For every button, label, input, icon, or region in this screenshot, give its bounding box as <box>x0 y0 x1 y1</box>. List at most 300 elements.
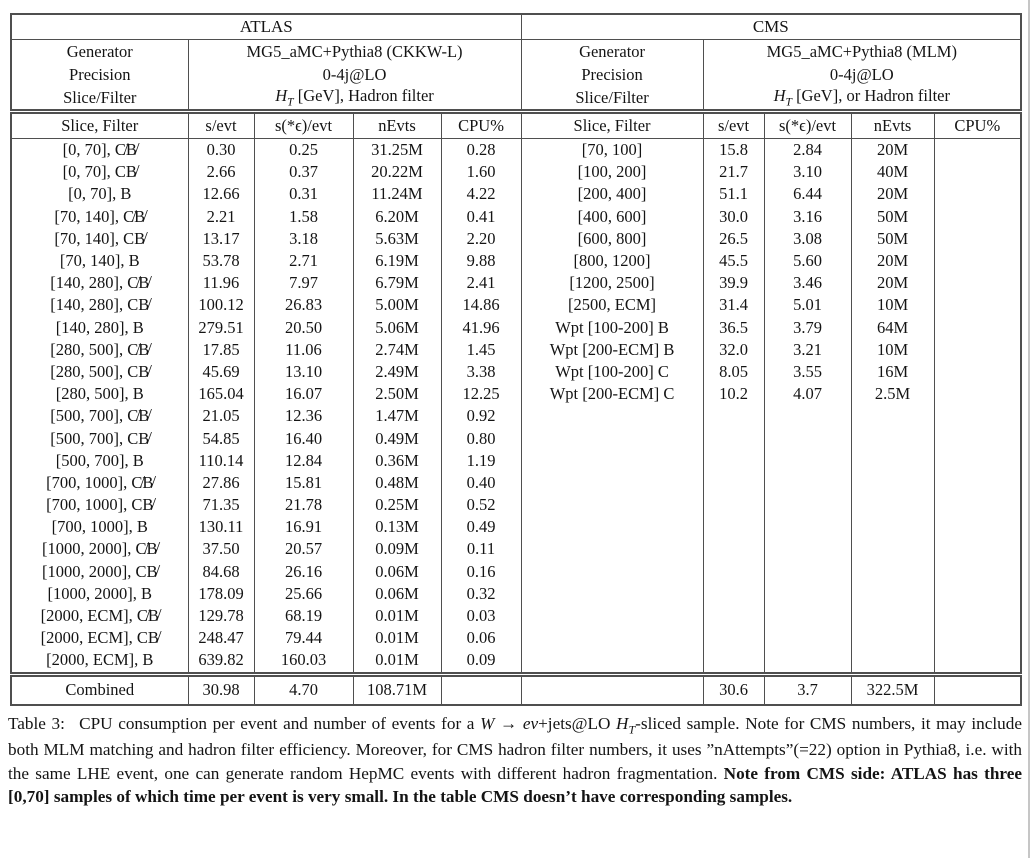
value-cell: 0.16 <box>441 561 521 583</box>
slice-filter-cell: [700, 1000], CB̸ <box>11 494 188 516</box>
value-cell: 3.55 <box>764 361 851 383</box>
value-cell: 0.92 <box>441 405 521 427</box>
value-cell <box>934 472 1021 494</box>
value-cell: 0.31 <box>254 183 353 205</box>
slice-filter-cell: [280, 500], B <box>11 383 188 405</box>
combined-value-cell: 30.6 <box>703 674 764 705</box>
table-row <box>11 250 1021 272</box>
value-cell <box>934 494 1021 516</box>
slice-filter-cell: [1000, 2000], C̸B̸ <box>11 538 188 560</box>
text-segment: → <box>494 714 523 733</box>
table-row <box>11 494 1021 516</box>
value-cell: 3.46 <box>764 272 851 294</box>
value-cell <box>934 317 1021 339</box>
value-cell: 100.12 <box>188 294 254 316</box>
text-segment: +jets@LO <box>538 714 617 733</box>
value-cell: 20M <box>851 139 934 162</box>
value-cell <box>934 516 1021 538</box>
atlas-col-s-eps-per-evt: s(*ϵ)/evt <box>254 112 353 139</box>
text-segment: eν <box>522 714 539 733</box>
value-cell: 0.41 <box>441 206 521 228</box>
value-cell: 13.10 <box>254 361 353 383</box>
value-cell: 51.1 <box>703 183 764 205</box>
value-cell: 7.97 <box>254 272 353 294</box>
value-cell: 11.06 <box>254 339 353 361</box>
value-cell <box>851 561 934 583</box>
value-cell: 248.47 <box>188 627 254 649</box>
value-cell: 64M <box>851 317 934 339</box>
value-cell: 50M <box>851 206 934 228</box>
value-cell: 31.4 <box>703 294 764 316</box>
combined-label-cell: Combined <box>11 674 188 705</box>
value-cell <box>934 361 1021 383</box>
slice-filter-cell: [70, 140], B <box>11 250 188 272</box>
value-cell <box>703 472 764 494</box>
table-row <box>11 206 1021 228</box>
value-cell: 50M <box>851 228 934 250</box>
value-cell: 130.11 <box>188 516 254 538</box>
cms-col-nevts: nEvts <box>851 112 934 139</box>
value-cell: 31.25M <box>353 139 441 162</box>
value-cell: 2.84 <box>764 139 851 162</box>
value-cell: 129.78 <box>188 605 254 627</box>
text-segment: H <box>275 86 288 106</box>
slice-filter-cell: [800, 1200] <box>521 250 703 272</box>
value-cell: 0.09 <box>441 649 521 674</box>
value-cell: 0.40 <box>441 472 521 494</box>
value-cell <box>934 605 1021 627</box>
value-cell <box>764 605 851 627</box>
value-cell: 10M <box>851 339 934 361</box>
slice-filter-cell: [700, 1000], C̸B̸ <box>11 472 188 494</box>
value-cell <box>934 561 1021 583</box>
atlas-generator-value: MG5_aMC+Pythia8 (CKKW-L) <box>188 40 521 64</box>
cpu-consumption-table <box>10 13 1022 706</box>
value-cell <box>703 494 764 516</box>
value-cell: 25.66 <box>254 583 353 605</box>
slice-filter-cell <box>521 583 703 605</box>
slice-filter-cell: [70, 140], C̸B̸ <box>11 206 188 228</box>
table-row <box>11 450 1021 472</box>
value-cell: 27.86 <box>188 472 254 494</box>
text-segment: T <box>287 96 294 109</box>
slice-filter-cell: [400, 600] <box>521 206 703 228</box>
slice-filter-cell: [2000, ECM], B <box>11 649 188 674</box>
value-cell <box>934 339 1021 361</box>
value-cell <box>703 405 764 427</box>
value-cell: 12.36 <box>254 405 353 427</box>
value-cell: 15.8 <box>703 139 764 162</box>
value-cell <box>934 649 1021 674</box>
slice-filter-cell: [200, 400] <box>521 183 703 205</box>
slice-filter-cell: [2500, ECM] <box>521 294 703 316</box>
value-cell: 0.25 <box>254 139 353 162</box>
value-cell: 0.06M <box>353 561 441 583</box>
slice-filter-cell: Wpt [200-ECM] C <box>521 383 703 405</box>
value-cell <box>703 627 764 649</box>
value-cell <box>703 649 764 674</box>
value-cell: 0.01M <box>353 627 441 649</box>
slice-filter-cell: [140, 280], CB̸ <box>11 294 188 316</box>
atlas-col-slice-filter: Slice, Filter <box>11 112 188 139</box>
slice-filter-row <box>11 86 1021 112</box>
value-cell <box>934 627 1021 649</box>
value-cell: 160.03 <box>254 649 353 674</box>
table-header <box>11 14 1021 139</box>
value-cell: 6.19M <box>353 250 441 272</box>
value-cell: 15.81 <box>254 472 353 494</box>
slice-filter-cell <box>521 494 703 516</box>
value-cell: 36.5 <box>703 317 764 339</box>
table-caption <box>8 712 1022 809</box>
value-cell: 0.25M <box>353 494 441 516</box>
value-cell: 17.85 <box>188 339 254 361</box>
value-cell: 71.35 <box>188 494 254 516</box>
value-cell: 0.36M <box>353 450 441 472</box>
slice-filter-cell <box>521 427 703 449</box>
value-cell: 0.80 <box>441 427 521 449</box>
value-cell: 16.07 <box>254 383 353 405</box>
value-cell: 6.79M <box>353 272 441 294</box>
value-cell <box>764 472 851 494</box>
value-cell: 279.51 <box>188 317 254 339</box>
value-cell: 2.20 <box>441 228 521 250</box>
table-row <box>11 516 1021 538</box>
value-cell <box>703 427 764 449</box>
value-cell: 11.96 <box>188 272 254 294</box>
slice-filter-cell <box>521 627 703 649</box>
value-cell <box>934 161 1021 183</box>
slice-filter-cell <box>521 649 703 674</box>
value-cell: 12.25 <box>441 383 521 405</box>
value-cell: 2.5M <box>851 383 934 405</box>
value-cell: 0.13M <box>353 516 441 538</box>
combined-value-cell: 3.7 <box>764 674 851 705</box>
value-cell: 12.66 <box>188 183 254 205</box>
value-cell: 5.60 <box>764 250 851 272</box>
value-cell: 110.14 <box>188 450 254 472</box>
cms-col-cpu-pct: CPU% <box>934 112 1021 139</box>
slice-filter-cell: [2000, ECM], C̸B̸ <box>11 605 188 627</box>
slice-filter-cell <box>521 405 703 427</box>
atlas-precision-label: Precision <box>11 63 188 86</box>
value-cell <box>851 450 934 472</box>
cms-precision-label: Precision <box>521 63 703 86</box>
value-cell <box>764 450 851 472</box>
value-cell: 37.50 <box>188 538 254 560</box>
value-cell: 13.17 <box>188 228 254 250</box>
value-cell: 0.06M <box>353 583 441 605</box>
combined-value-cell: 322.5M <box>851 674 934 705</box>
value-cell: 32.0 <box>703 339 764 361</box>
page-edge-line <box>1028 0 1030 858</box>
value-cell: 40M <box>851 161 934 183</box>
value-cell <box>934 427 1021 449</box>
value-cell: 639.82 <box>188 649 254 674</box>
value-cell: 5.00M <box>353 294 441 316</box>
cms-generator-label: Generator <box>521 40 703 64</box>
value-cell: 0.01M <box>353 649 441 674</box>
table-body <box>11 139 1021 675</box>
value-cell: 0.49M <box>353 427 441 449</box>
value-cell <box>934 450 1021 472</box>
value-cell: 54.85 <box>188 427 254 449</box>
combined-value-cell <box>441 674 521 705</box>
value-cell: 12.84 <box>254 450 353 472</box>
value-cell <box>703 583 764 605</box>
value-cell: 0.06 <box>441 627 521 649</box>
table-row <box>11 228 1021 250</box>
value-cell: 26.16 <box>254 561 353 583</box>
value-cell: 0.01M <box>353 605 441 627</box>
slice-filter-cell: [280, 500], C̸B̸ <box>11 339 188 361</box>
slice-filter-cell: [500, 700], C̸B̸ <box>11 405 188 427</box>
value-cell <box>703 605 764 627</box>
slice-filter-cell: [70, 100] <box>521 139 703 162</box>
slice-filter-cell <box>521 561 703 583</box>
table-row <box>11 561 1021 583</box>
value-cell: 1.58 <box>254 206 353 228</box>
value-cell: 68.19 <box>254 605 353 627</box>
value-cell: 3.79 <box>764 317 851 339</box>
value-cell: 9.88 <box>441 250 521 272</box>
value-cell: 16.40 <box>254 427 353 449</box>
value-cell: 26.5 <box>703 228 764 250</box>
text-segment: [GeV], Hadron filter <box>293 86 434 106</box>
slice-filter-cell: [0, 70], C̸B̸ <box>11 139 188 162</box>
value-cell <box>764 649 851 674</box>
value-cell <box>764 494 851 516</box>
slice-filter-cell: Wpt [100-200] C <box>521 361 703 383</box>
value-cell: 16.91 <box>254 516 353 538</box>
value-cell: 3.38 <box>441 361 521 383</box>
value-cell <box>934 538 1021 560</box>
value-cell <box>851 605 934 627</box>
value-cell <box>851 405 934 427</box>
value-cell: 0.11 <box>441 538 521 560</box>
value-cell: 4.07 <box>764 383 851 405</box>
slice-filter-cell: [2000, ECM], CB̸ <box>11 627 188 649</box>
value-cell <box>703 538 764 560</box>
table-row <box>11 361 1021 383</box>
value-cell <box>934 250 1021 272</box>
value-cell <box>851 427 934 449</box>
value-cell: 5.63M <box>353 228 441 250</box>
text-segment: T <box>785 96 792 109</box>
slice-filter-cell: [280, 500], CB̸ <box>11 361 188 383</box>
value-cell: 5.01 <box>764 294 851 316</box>
value-cell: 8.05 <box>703 361 764 383</box>
value-cell: 10M <box>851 294 934 316</box>
text-segment: Table 3: CPU consumption per event and number of events for a <box>8 714 481 733</box>
table-row <box>11 272 1021 294</box>
value-cell: 20M <box>851 272 934 294</box>
value-cell: 20.22M <box>353 161 441 183</box>
value-cell: 0.49 <box>441 516 521 538</box>
cms-col-s-per-evt: s/evt <box>703 112 764 139</box>
atlas-title: ATLAS <box>11 14 521 40</box>
value-cell: 79.44 <box>254 627 353 649</box>
table-row <box>11 583 1021 605</box>
atlas-col-cpu-pct: CPU% <box>441 112 521 139</box>
value-cell: 16M <box>851 361 934 383</box>
combined-value-cell: 108.71M <box>353 674 441 705</box>
value-cell: 2.66 <box>188 161 254 183</box>
slice-filter-cell: [1000, 2000], CB̸ <box>11 561 188 583</box>
value-cell: 2.21 <box>188 206 254 228</box>
text-segment: [GeV], or Hadron filter <box>791 86 951 106</box>
combined-row <box>11 674 1021 705</box>
value-cell: 0.03 <box>441 605 521 627</box>
value-cell: 0.37 <box>254 161 353 183</box>
table-footer <box>11 674 1021 705</box>
value-cell: 2.50M <box>353 383 441 405</box>
combined-value-cell: 30.98 <box>188 674 254 705</box>
value-cell: 45.5 <box>703 250 764 272</box>
value-cell <box>851 494 934 516</box>
atlas-slice-filter-value <box>188 86 521 112</box>
cms-col-s-eps-per-evt: s(*ϵ)/evt <box>764 112 851 139</box>
value-cell: 0.28 <box>441 139 521 162</box>
slice-filter-cell <box>521 605 703 627</box>
slice-filter-cell: Wpt [100-200] B <box>521 317 703 339</box>
value-cell <box>934 272 1021 294</box>
slice-filter-cell: [600, 800] <box>521 228 703 250</box>
slice-filter-cell: [100, 200] <box>521 161 703 183</box>
table-row <box>11 649 1021 674</box>
value-cell <box>934 294 1021 316</box>
value-cell: 0.48M <box>353 472 441 494</box>
cms-slice-filter-value <box>703 86 1021 112</box>
text-segment: H <box>616 714 629 733</box>
value-cell: 5.06M <box>353 317 441 339</box>
value-cell: 0.09M <box>353 538 441 560</box>
value-cell: 84.68 <box>188 561 254 583</box>
value-cell: 1.45 <box>441 339 521 361</box>
value-cell <box>764 516 851 538</box>
value-cell: 2.71 <box>254 250 353 272</box>
value-cell <box>934 183 1021 205</box>
slice-filter-cell <box>521 516 703 538</box>
slice-filter-cell: [500, 700], B <box>11 450 188 472</box>
slice-filter-cell: [140, 280], B <box>11 317 188 339</box>
atlas-generator-label: Generator <box>11 40 188 64</box>
table-row <box>11 538 1021 560</box>
value-cell: 6.20M <box>353 206 441 228</box>
value-cell: 3.08 <box>764 228 851 250</box>
table-row <box>11 161 1021 183</box>
value-cell: 10.2 <box>703 383 764 405</box>
cms-title: CMS <box>521 14 1021 40</box>
table-row <box>11 472 1021 494</box>
value-cell <box>934 206 1021 228</box>
slice-filter-cell: [1000, 2000], B <box>11 583 188 605</box>
table-row <box>11 605 1021 627</box>
value-cell: 14.86 <box>441 294 521 316</box>
value-cell: 1.60 <box>441 161 521 183</box>
generator-row <box>11 40 1021 64</box>
value-cell <box>703 450 764 472</box>
slice-filter-cell: [0, 70], CB̸ <box>11 161 188 183</box>
value-cell: 3.16 <box>764 206 851 228</box>
cms-generator-value: MG5_aMC+Pythia8 (MLM) <box>703 40 1021 64</box>
combined-label-cell <box>521 674 703 705</box>
combined-value-cell: 4.70 <box>254 674 353 705</box>
text-segment: -sliced sample. Note for CMS numbers, it may include both MLM matching and hadron filter efficiency. Moreover, for CMS hadron filter numbers, it uses ”nAttempts”(=22) option in Pythia8, i.e. with the same LHE event, one can generate random HepMC events with different hadron fragmentation. <box>8 714 1022 783</box>
value-cell: 2.41 <box>441 272 521 294</box>
value-cell <box>851 516 934 538</box>
value-cell <box>764 538 851 560</box>
table-row <box>11 427 1021 449</box>
value-cell: 1.47M <box>353 405 441 427</box>
atlas-slice-filter-label: Slice/Filter <box>11 86 188 112</box>
table-row <box>11 405 1021 427</box>
table-row <box>11 294 1021 316</box>
column-header-row <box>11 112 1021 139</box>
value-cell: 3.21 <box>764 339 851 361</box>
value-cell: 11.24M <box>353 183 441 205</box>
value-cell <box>703 516 764 538</box>
cms-slice-filter-label: Slice/Filter <box>521 86 703 112</box>
value-cell <box>764 561 851 583</box>
value-cell: 26.83 <box>254 294 353 316</box>
value-cell <box>851 538 934 560</box>
slice-filter-cell: [70, 140], CB̸ <box>11 228 188 250</box>
table-row <box>11 139 1021 162</box>
cms-precision-value: 0-4j@LO <box>703 63 1021 86</box>
value-cell <box>764 427 851 449</box>
table-row <box>11 317 1021 339</box>
text-segment: W <box>480 714 495 733</box>
text-segment: Note from CMS side: ATLAS has three [0,70] samples of which time per event is very small. In the table CMS doesn’t have corresponding samples. <box>8 763 1022 807</box>
value-cell: 165.04 <box>188 383 254 405</box>
atlas-precision-value: 0-4j@LO <box>188 63 521 86</box>
value-cell: 21.78 <box>254 494 353 516</box>
experiment-title-row <box>11 14 1021 40</box>
value-cell: 30.0 <box>703 206 764 228</box>
value-cell: 20M <box>851 183 934 205</box>
value-cell <box>934 405 1021 427</box>
table-row <box>11 183 1021 205</box>
value-cell: 6.44 <box>764 183 851 205</box>
value-cell <box>851 472 934 494</box>
value-cell: 21.05 <box>188 405 254 427</box>
slice-filter-cell: Wpt [200-ECM] B <box>521 339 703 361</box>
slice-filter-cell: [700, 1000], B <box>11 516 188 538</box>
table-row <box>11 383 1021 405</box>
value-cell <box>851 583 934 605</box>
combined-value-cell <box>934 674 1021 705</box>
value-cell: 2.49M <box>353 361 441 383</box>
value-cell: 178.09 <box>188 583 254 605</box>
value-cell <box>764 405 851 427</box>
value-cell: 3.18 <box>254 228 353 250</box>
slice-filter-cell: [0, 70], B <box>11 183 188 205</box>
slice-filter-cell <box>521 472 703 494</box>
value-cell <box>764 583 851 605</box>
value-cell: 0.52 <box>441 494 521 516</box>
value-cell: 53.78 <box>188 250 254 272</box>
atlas-col-s-per-evt: s/evt <box>188 112 254 139</box>
value-cell: 3.10 <box>764 161 851 183</box>
value-cell <box>934 583 1021 605</box>
precision-row <box>11 63 1021 86</box>
value-cell <box>851 627 934 649</box>
table-row <box>11 627 1021 649</box>
text-segment: T <box>628 722 636 737</box>
value-cell: 20.57 <box>254 538 353 560</box>
value-cell: 41.96 <box>441 317 521 339</box>
